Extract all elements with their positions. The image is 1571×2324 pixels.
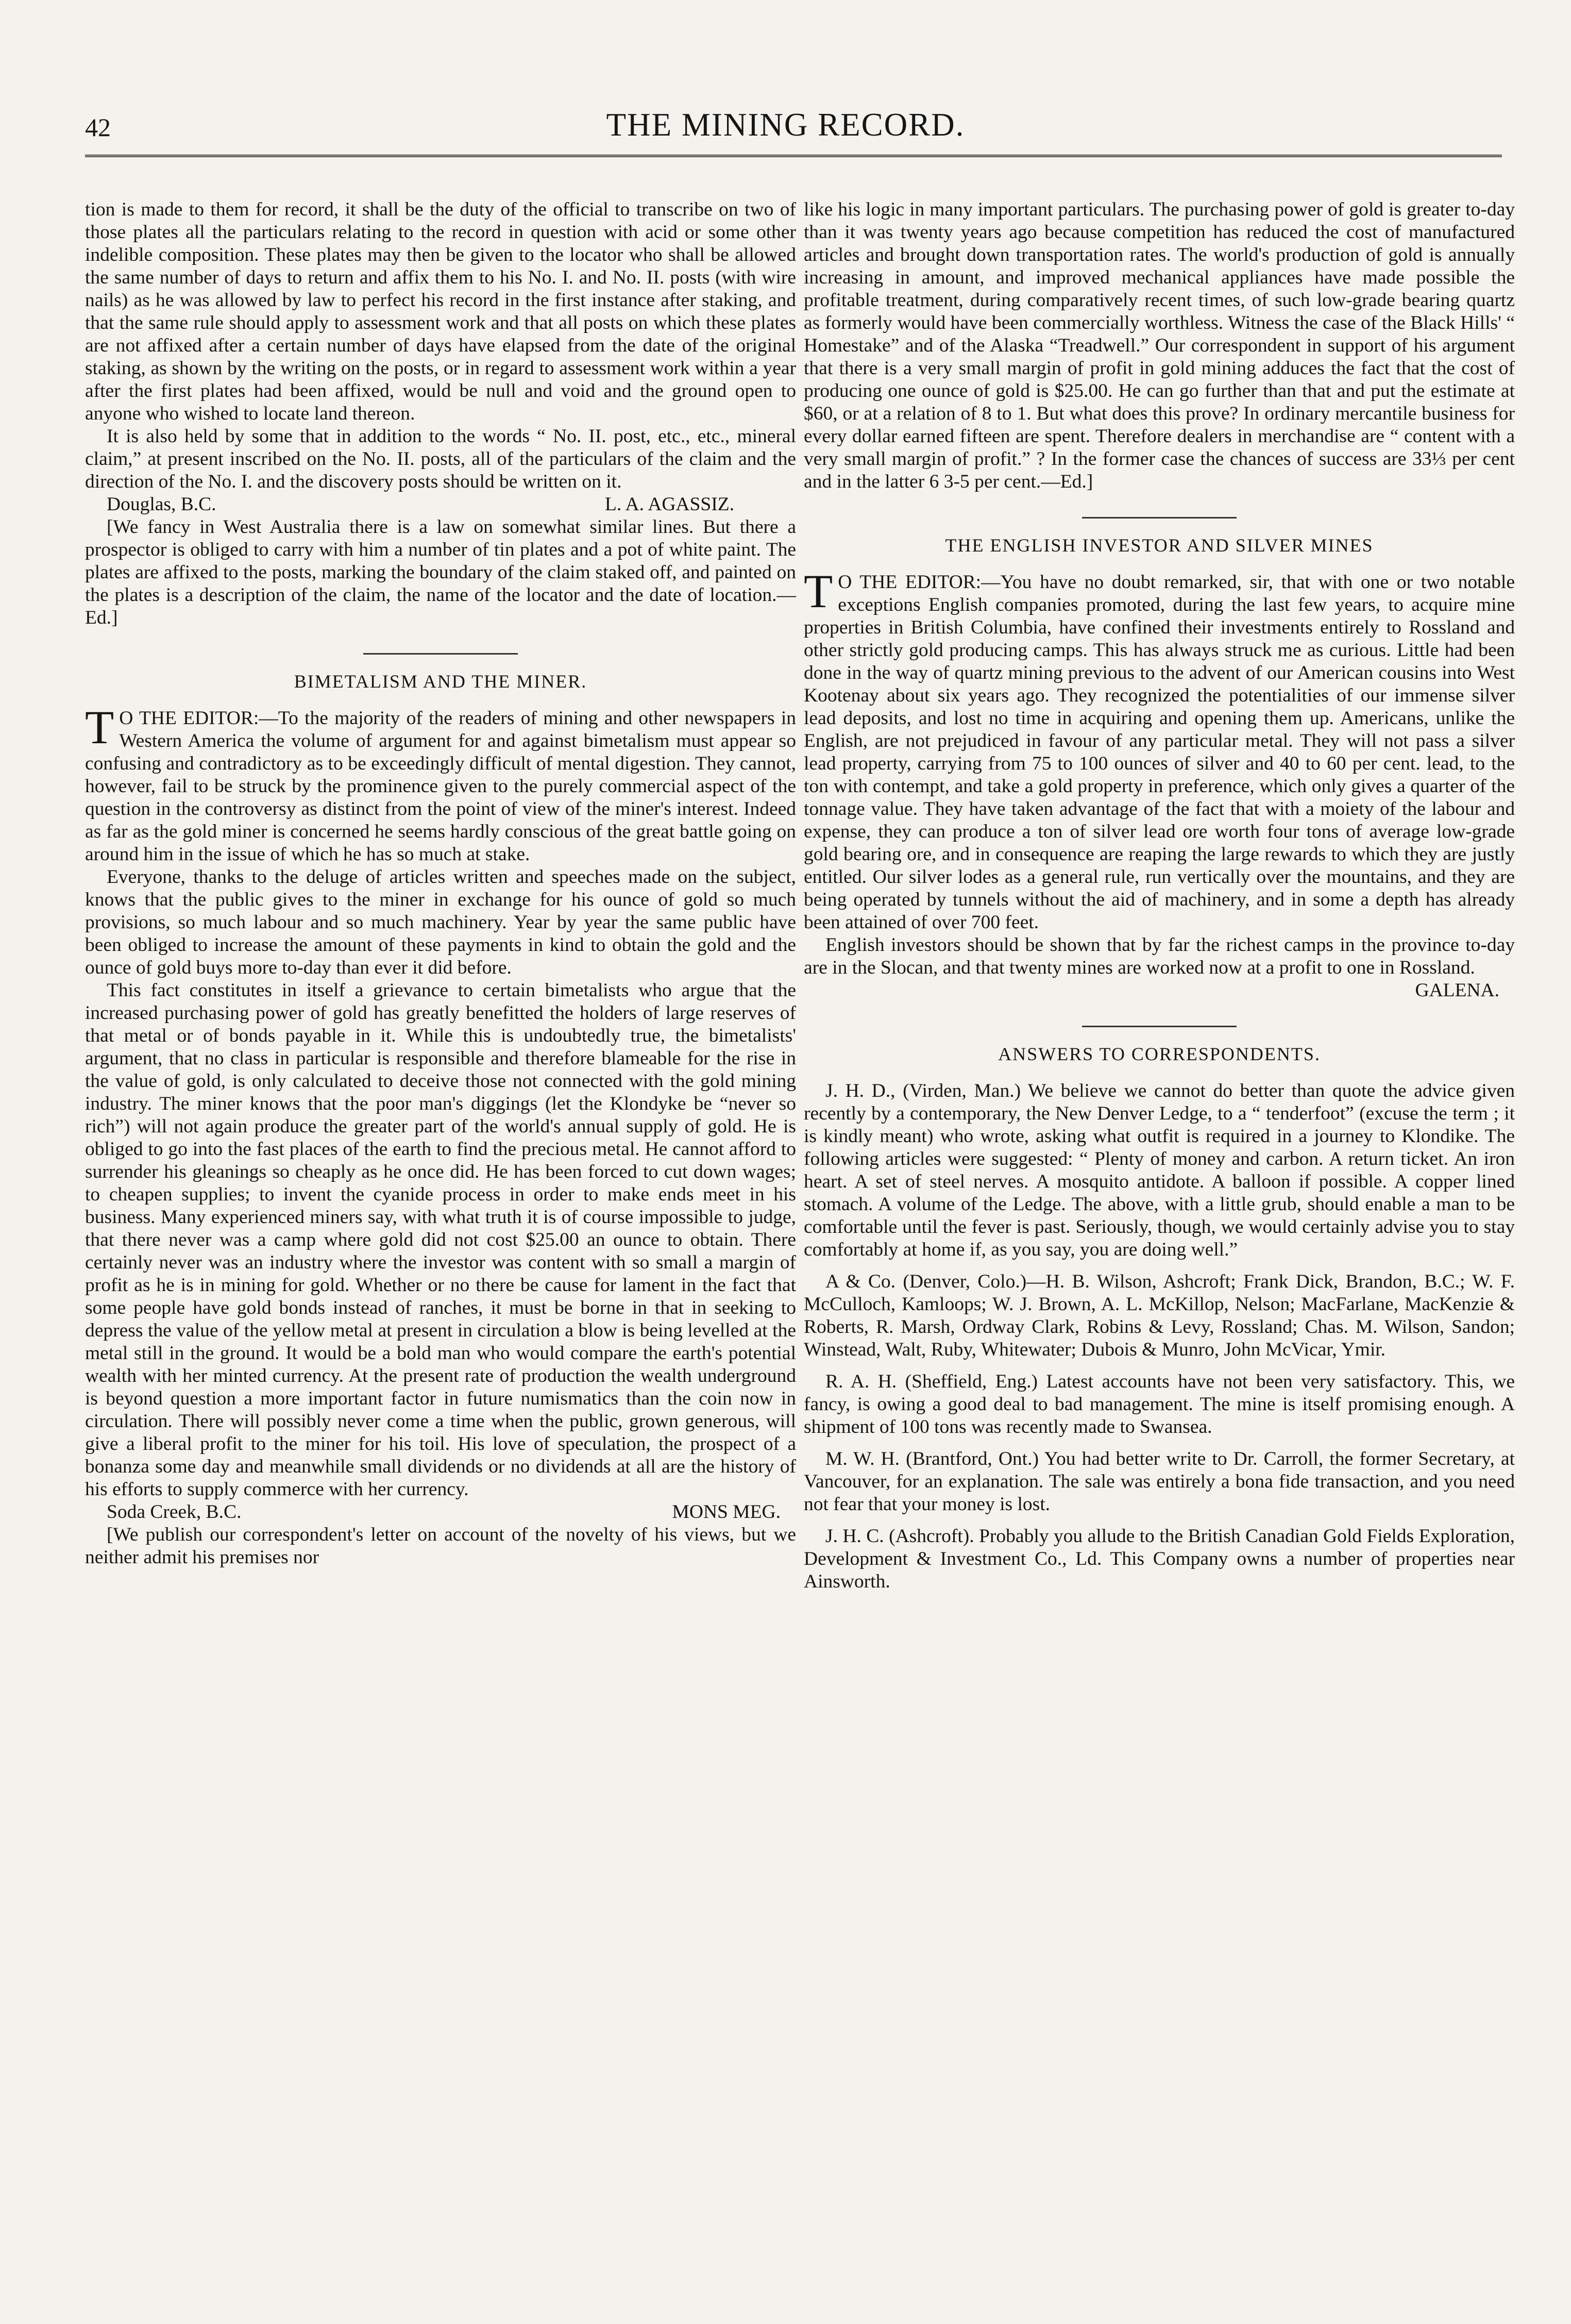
paragraph: This fact constitutes in itself a grievance to certain bimetalists who argue that the increased purchasing power of gold has greatly benefitted the holders of large reserves of that metal or of bonds payable in it. While this is undoubtedly true, the bimetalists' argument, that no class in particular is responsible and therefore blameable for the rise in the value of gold, is only calculated to deceive those not connected with the gold mining industry. The miner knows that the poor man's diggings (let the Klondyke be “never so rich”) will not again produce the greater part of the world's annual supply of gold. He is obliged to go into the fast places of the earth to find the precious metal. He cannot afford to surrender his gleanings so cheaply as he once did. He has been forced to cut down wages; to cheapen supplies; to invent the cyanide process in order to make ends meet in his business. Many experienced miners say, with what truth it is of course impossible to judge, that there never was a camp where gold did not cost $25.00 an ounce to obtain. There certainly never was an industry where the investor was content with so small a margin of profit as he is in mining for gold. Whether or no there be cause for lament in the fact that some people have gold bonds instead of ranches, it must be borne in that in seeking to depress the value of the yellow metal at present in circulation a blow is being levelled at the metal still in the ground. It would be a bold man who would compare the earth's potential wealth with her minted currency. At the present rate of production the wealth underground is beyond question a more important factor in future numismatics than the coin now in circulation. There will possibly never come a time when the public, grown generous, will give a liberal profit to the miner for his toil. His love of speculation, the prospect of a bonanza some day and meanwhile small dividends or no dividends at all are the history of his efforts to supply commerce with her currency. xyxy=(85,980,796,1500)
section-divider xyxy=(363,653,518,655)
answer-item: J. H. D., (Virden, Man.) We believe we cannot do better than quote the advice given recently by a contemporary, the New Denver Ledge, to a “ tenderfoot” (excuse the term ; it is kindly meant) who wrote, asking what outfit is required in a journey to Klondike. The following articles were suggested: “ Plenty of money and carbon. A return ticket. An iron heart. A set of steel nerves. A mosquito antidote. A balloon if possible. A copper lined stomach. A volume of the Ledge. The above, with a little grub, should enable a man to be comfortable until the fever is past. Seriously, though, we would certainly advise you to stay comfortably at home if, as you say, you are doing well.” xyxy=(804,1080,1515,1260)
header-rule xyxy=(85,155,1502,157)
answer-item: J. H. C. (Ashcroft). Probably you allude to the British Canadian Gold Fields Exploration, Development & Investment Co., Ld. This Company owns a number of properties near Ainsworth. xyxy=(804,1526,1515,1592)
answer-item: M. W. H. (Brantford, Ont.) You had better write to Dr. Carroll, the former Secretary, at Vancouver, for an explanation. The sale was entirely a bona fide transaction, and you need not fear that your money is lost. xyxy=(804,1448,1515,1515)
section-divider xyxy=(1082,1026,1237,1027)
section-heading: BIMETALISM AND THE MINER. xyxy=(294,671,587,692)
section-divider xyxy=(1082,517,1237,519)
right-column xyxy=(804,198,1515,1593)
paragraph: like his logic in many important particulars. The purchasing power of gold is greater to-day than it was twenty years ago because competition has reduced the cost of manufactured articles and brought down transportation rates. The world's production of gold is annually increasing in amount, and improved mechanical appliances have made possible the profitable treatment, during comparatively recent times, of such low-grade bearing quartz as formerly would have been commercially worthless. Witness the case of the Black Hills' “ Homestake” and of the Alaska “Treadwell.” Our correspondent in support of his argument that there is a very small margin of profit in gold mining adduces the fact that the cost of producing one ounce of gold is $25.00. He can go further than that and put the estimate at $60, or at a relation of 8 to 1. But what does this prove? In ordinary mercantile business for every dollar earned fifteen are spent. Therefore dealers in merchandise are “ content with a very small margin of profit.” ? In the former case the chances of success are 33⅓ per cent and in the latter 6 3-5 per cent.—Ed.] xyxy=(804,199,1515,492)
section-heading: THE ENGLISH INVESTOR AND SILVER MINES xyxy=(945,535,1374,556)
answer-item: A & Co. (Denver, Colo.)—H. B. Wilson, Ashcroft; Frank Dick, Brandon, B.C.; W. F. McCulloch, Kamloops; W. J. Brown, A. L. McKillop, Nelson; MacFarlane, MacKenzie & Roberts, R. Marsh, Ordway Clark, Robins & Levy, Rossland; Chas. M. Wilson, Sandon; Winstead, Walt, Ruby, Whitewater; Dubois & Munro, John McVicar, Ymir. xyxy=(804,1271,1515,1360)
paragraph: It is also held by some that in addition to the words “ No. II. post, etc., etc., mineral claim,” at present inscribed on the No. II. posts, all of the particulars of the claim and the direction of the No. I. and the discovery posts should be written on it. xyxy=(85,426,796,492)
paragraph xyxy=(804,565,1515,934)
signature-place: Douglas, B.C. xyxy=(107,494,216,515)
drop-cap: T xyxy=(804,565,833,617)
paragraph: Everyone, thanks to the deluge of articles written and speeches made on the subject, knows that the public gives to the miner in exchange for his ounce of gold so much provisions, so much labour and so much machinery. Year by year the same public have been obliged to increase the amount of these payments in kind to obtain the gold and the ounce of gold buys more to-day than ever it did before. xyxy=(85,866,796,978)
running-head-title: THE MINING RECORD. xyxy=(606,107,965,143)
section-heading: ANSWERS TO CORRESPONDENTS. xyxy=(998,1044,1321,1064)
paragraph-text: O THE EDITOR:—To the majority of the readers of mining and other newspapers in Western America the volume of argument for and against bimetalism must appear so confusing and contradictory as to be exceedingly difficult of mental digestion. They cannot, however, fail to be struck by the prominence given to the purely commercial aspect of the question in the controversy as distinct from the point of view of the miner's interest. Indeed as far as the gold miner is concerned he seems hardly conscious of the great battle going on around him in the issue of which he has so much at stake. xyxy=(85,708,796,865)
paragraph-text: O THE EDITOR:—You have no doubt remarked, sir, that with one or two notable exceptions English companies promoted, during the last few years, to acquire mine properties in British Columbia, have confined their investments entirely to Rossland and other strictly gold producing camps. This has always struck me as curious. Little had been done in the way of quartz mining previous to the advent of our American cousins into West Kootenay about six years ago. They recognized the potentialities of our immense silver lead deposits, and lost no time in acquiring and opening them up. Americans, unlike the English, are not prejudiced in favour of any particular metal. They will not pass a silver lead property, carrying from 75 to 100 ounces of silver and 40 to 60 per cent. lead, to the ton with contempt, and take a gold property in preference, which only gives a quarter of the tonnage value. They have taken advantage of the fact that with a moiety of the labour and expense, they can produce a ton of silver lead ore worth four tons of average low-grade gold bearing ore, and in consequence are reaping the large rewards to which they are justly entitled. Our silver lodes as a general rule, run vertically over the mountains, and they are being operated by tunnels without the aid of machinery, and in some a depth has already been attained of over 700 feet. xyxy=(804,572,1515,933)
paragraph: tion is made to them for record, it shall be the duty of the official to transcribe on two of those plates all the particulars relating to the record in question with acid or some other indelible composition. These plates may then be given to the locator who shall be allowed the same number of days to return and affix them to his No. I. and No. II. posts (with wire nails) as he was allowed by law to perfect his record in the first instance after staking, and that the same rule should apply to assessment work and that all posts on which these plates are not affixed after a certain number of days have elapsed from the date of the original staking, as shown by the writing on the posts, or in regard to assessment work within a year after the first plates had been affixed, would be null and void and the ground open to anyone who wished to locate land thereon. xyxy=(85,199,796,424)
signature-name: MONS MEG. xyxy=(672,1501,781,1523)
drop-cap: T xyxy=(85,701,114,754)
left-column xyxy=(85,198,796,1569)
signature-name: L. A. AGASSIZ. xyxy=(604,494,734,515)
signature-name: GALENA. xyxy=(1415,980,1499,1001)
signature-place: Soda Creek, B.C. xyxy=(107,1501,242,1523)
editor-note: [We fancy in West Australia there is a law on somewhat similar lines. But there a prospector is obliged to carry with him a number of tin plates and a pot of white paint. The plates are affixed to the posts, marking the boundary of the claim staked off, and painted on the plates is a description of the claim, the name of the locator and the date of location.—Ed.] xyxy=(85,516,796,628)
signature-line xyxy=(804,979,1515,1002)
answer-item: R. A. H. (Sheffield, Eng.) Latest accounts have not been very satisfactory. This, we fancy, is owing a good deal to bad management. The mine is itself promising enough. A shipment of 100 tons was recently made to Swansea. xyxy=(804,1371,1515,1437)
paragraph: English investors should be shown that by far the richest camps in the province to-day are in the Slocan, and that twenty mines are worked now at a profit to one in Rossland. xyxy=(804,934,1515,978)
signature-line xyxy=(85,1501,796,1524)
page-number: 42 xyxy=(85,113,111,142)
paragraph xyxy=(85,701,796,866)
signature-line xyxy=(85,493,796,516)
editor-note: [We publish our correspondent's letter on account of the novelty of his views, but we neither admit his premises nor xyxy=(85,1524,796,1568)
